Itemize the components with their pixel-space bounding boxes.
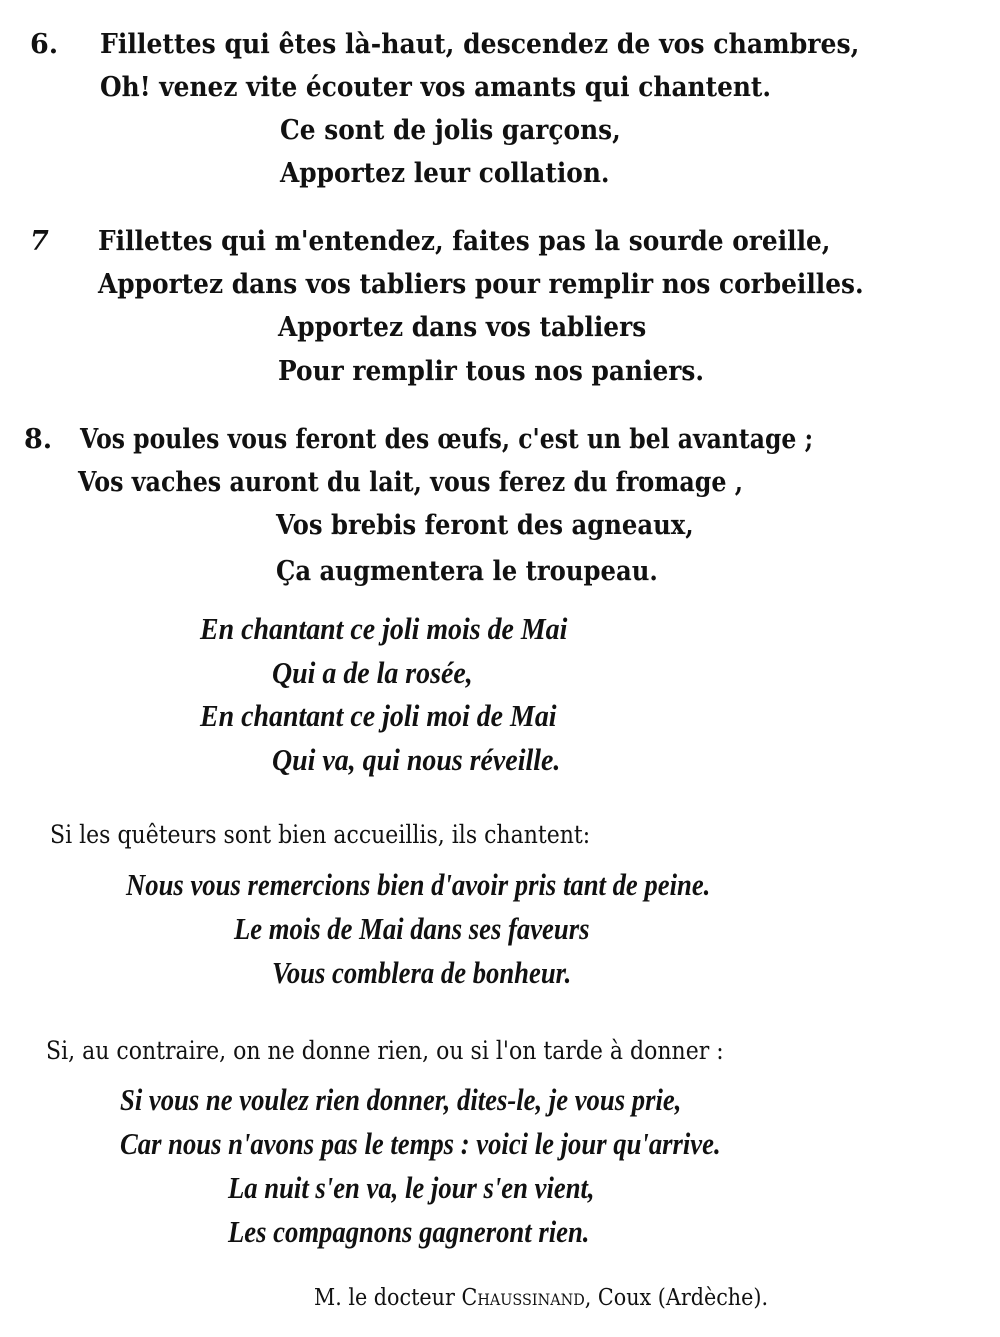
verse-line: Vos vaches auront du lait, vous ferez du fromage ,: [78, 467, 744, 498]
verse-line: Fillettes qui êtes là-haut, descendez de vos chambres,: [100, 29, 860, 60]
verse-line: Apportez dans vos tabliers: [278, 312, 647, 343]
stanza-number: 7: [30, 226, 49, 257]
verse-line: Apportez leur collation.: [280, 158, 610, 189]
refusal-song-line: Si vous ne voulez rien donner, dites-le, je vous prie,: [120, 1082, 682, 1117]
refrain-line: Qui va, qui nous réveille.: [272, 742, 561, 777]
attribution-place: , Coux (Ardèche).: [584, 1285, 769, 1311]
refusal-song-line: La nuit s'en va, le jour s'en vient,: [228, 1170, 595, 1205]
refrain-line: En chantant ce joli mois de Mai: [200, 611, 568, 646]
welcome-song-line: Nous vous remercions bien d'avoir pris tant de peine.: [126, 867, 711, 902]
attribution-prefix: M. le docteur: [314, 1285, 455, 1311]
welcome-song-line: Le mois de Mai dans ses faveurs: [234, 911, 590, 946]
refrain-line: En chantant ce joli moi de Mai: [200, 698, 557, 733]
verse-line: Ce sont de jolis garçons,: [280, 115, 621, 146]
verse-line: Fillettes qui m'entendez, faites pas la sourde oreille,: [98, 226, 831, 257]
welcome-intro: Si les quêteurs sont bien accueillis, ils chantent:: [50, 820, 591, 849]
verse-line: Vos poules vous feront des œufs, c'est un bel avantage ;: [80, 424, 814, 455]
welcome-song-line: Vous comblera de bonheur.: [272, 955, 572, 990]
stanza-number: 8.: [24, 424, 53, 455]
verse-line: Pour remplir tous nos paniers.: [278, 356, 705, 387]
verse-line: Vos brebis feront des agneaux,: [276, 510, 694, 541]
verse-line: Ça augmentera le troupeau.: [276, 556, 658, 587]
verse-line: Apportez dans vos tabliers pour remplir nos corbeilles.: [98, 269, 864, 300]
attribution-name: Chaussinand: [461, 1285, 585, 1311]
refusal-song-line: Les compagnons gagneront rien.: [228, 1214, 590, 1249]
refusal-song-line: Car nous n'avons pas le temps : voici le jour qu'arrive.: [120, 1126, 721, 1161]
stanza-number: 6.: [30, 29, 59, 60]
attribution: [314, 1281, 768, 1315]
refusal-intro: Si, au contraire, on ne donne rien, ou si l'on tarde à donner :: [46, 1036, 724, 1065]
verse-line: Oh! venez vite écouter vos amants qui chantent.: [100, 72, 772, 103]
refrain-line: Qui a de la rosée,: [272, 655, 473, 690]
